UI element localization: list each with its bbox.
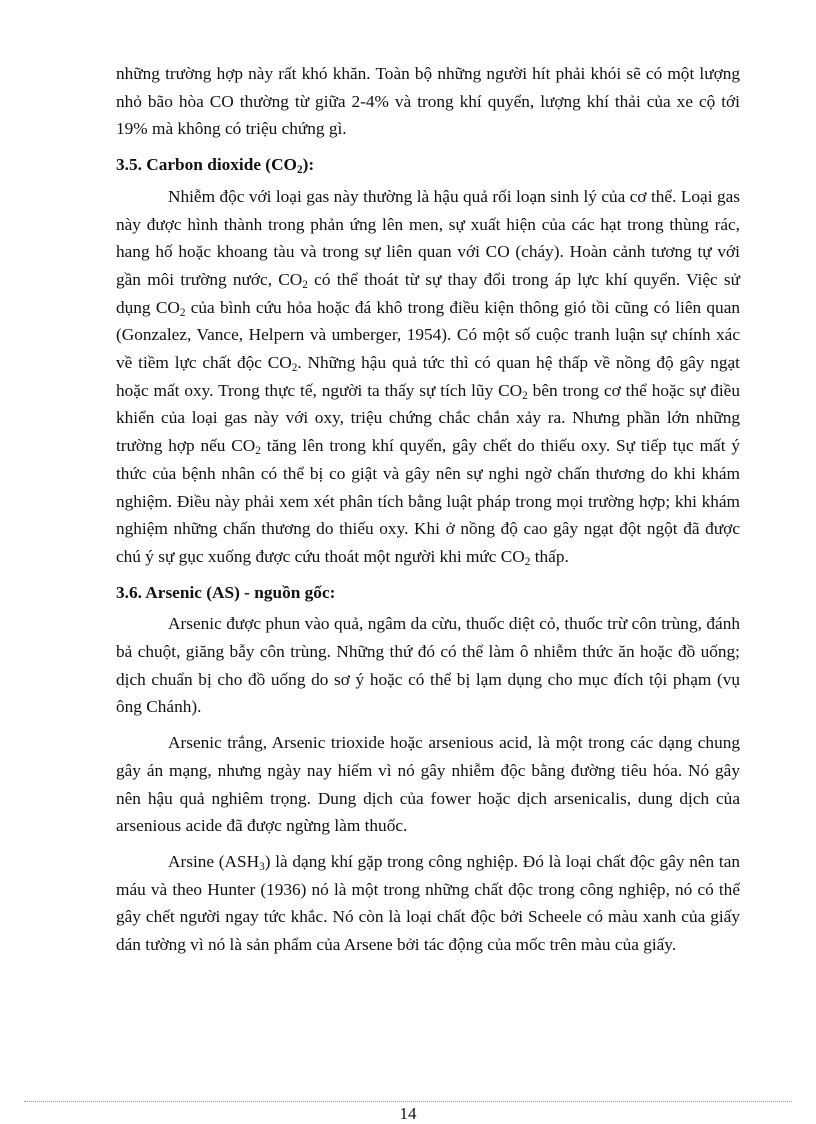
text-run: Nhiễm độc với loại gas này thường là hậu quả rối loạn sinh lý của cơ thể. Loại gas này được hình thành trong phản ứng lên men, sự xuất hiện của các hạt trong thùng rác, hang hố hoặc khoang tàu và trong sự liên quan với CO (cháy). Hoàn cảnh tương tự với gần môi trường nước, CO	[116, 186, 740, 289]
subscript: 2	[302, 278, 308, 291]
text-run: có thể thoát từ sự thay đổi trong áp lực khí quyển. Việc sử dụng CO	[116, 269, 740, 317]
section-3-5-heading-prefix: 3.5. Carbon dioxide (CO	[116, 155, 297, 175]
subscript: 2	[524, 555, 531, 568]
subscript: 3	[259, 860, 265, 873]
section-3-5-heading-subscript: 2	[297, 164, 303, 177]
page-number: 14	[399, 1104, 417, 1123]
section-3-5-paragraph	[116, 183, 740, 571]
section-3-5-heading	[116, 151, 740, 179]
text-run: Arsine (ASH	[168, 851, 260, 871]
text-run: . Những hậu quả tức thì có quan hệ thấp về nồng độ gây ngạt hoặc mất oxy. Trong thực tế, người ta thấy sự tích lũy CO	[116, 353, 740, 400]
text-run: của bình cứu hỏa hoặc đá khô trong điều kiện thông gió tồi cũng có liên quan (Gonzalez, Vance, Helpern và umberger, 1954). Có một số cuộc tranh luận sự chính xác về tiềm lực chất độc CO	[116, 297, 741, 373]
section-3-5-heading-suffix: ):	[302, 155, 315, 175]
opening-paragraph: những trường hợp này rất khó khăn. Toàn bộ những người hít phải khói sẽ có một lượng nhỏ bão hòa CO thường từ giữa 2-4% và trong khí quyển, lượng khí thải của xe cộ tới 19% mà không có triệu chứng gì.	[116, 64, 740, 139]
section-3-6-paragraph-2: Arsenic trắng, Arsenic trioxide hoặc arsenious acid, là một trong các dạng chung gây án mạng, nhưng ngày nay hiếm vì nó gây nhiễm độc bằng đường tiêu hóa. Nó gây nên hậu quả nghiêm trọng. Dung dịch của fower hoặc dịch arsenicalis, dung dịch của arsenious acide đã được ngừng làm thuốc.	[116, 733, 740, 836]
text-run: ) là dạng khí gặp trong công nghiệp. Đó là loại chất độc gây nên tan máu và theo Hunter (1936) nó là một trong những chất độc trong công nghiệp, nó có thể gây chết người ngay tức khắc. Nó còn là loại chất độc bởi Scheele có màu xanh của giấy dán tường vì nó là sản phẩm của Arsene bởi tác động của mốc trên màu của giấy.	[116, 851, 741, 955]
text-run: bên trong cơ thể hoặc sự điều khiển của loại gas này với oxy, triệu chứng chắc chắn xảy ra. Nhưng phần lớn những trường hợp nếu CO	[116, 380, 740, 456]
section-3-6-paragraph-1: Arsenic được phun vào quả, ngâm da cừu, thuốc diệt cỏ, thuốc trừ côn trùng, đánh bả chuột, giăng bẫy côn trùng. Những thứ đó có thể làm ô nhiễm thức ăn hoặc đồ uống; dịch chuẩn bị cho đồ uống do sơ ý hoặc có thể bị lạm dụng cho mục đích tội phạm (vụ ông Chánh).	[116, 614, 740, 717]
subscript: 2	[179, 306, 186, 319]
subscript: 2	[291, 362, 298, 375]
footer-divider	[24, 1101, 792, 1102]
section-3-6-heading: 3.6. Arsenic (AS) - nguồn gốc:	[116, 582, 336, 602]
text-run: thấp.	[530, 546, 569, 566]
subscript: 2	[255, 445, 261, 458]
text-run: tăng lên trong khí quyển, gây chết do thiếu oxy. Sự tiếp tục mất ý thức của bệnh nhân có thể bị co giật và gây nên sự nghi ngờ chấn thương do khi khám nghiệm. Điều này phải xem xét phân tích bằng luật pháp trong mọi trường hợp; khi khám nghiệm những chấn thương do thiếu oxy. Khi ở nồng độ cao gây ngạt đột ngột đã được chú ý sự gục xuống được cứu thoát một người khi mức CO	[116, 436, 740, 566]
subscript: 2	[522, 389, 528, 402]
section-3-6-paragraph-3	[116, 848, 740, 959]
document-page	[116, 60, 740, 959]
